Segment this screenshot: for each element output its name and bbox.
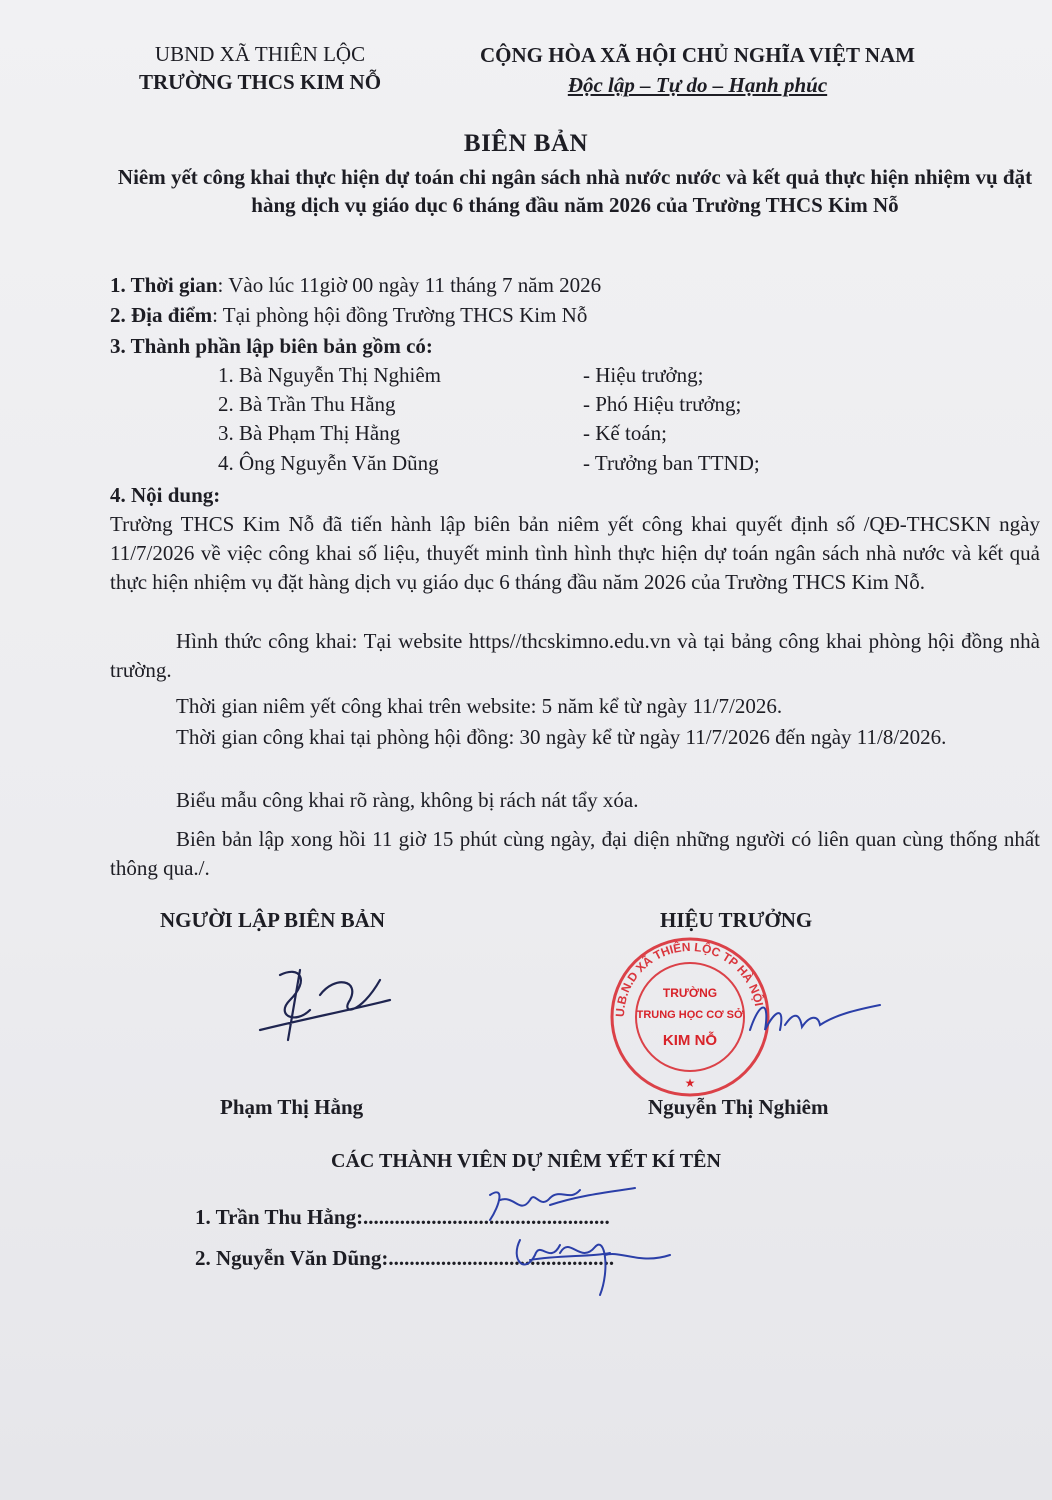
member-name: 2. Bà Trần Thu Hằng <box>218 392 396 416</box>
nation-motto: Độc lập – Tự do – Hạnh phúc <box>567 73 828 97</box>
member-name: 4. Ông Nguyễn Văn Dũng <box>218 451 439 475</box>
members-label <box>110 331 1040 361</box>
place-value: : Tại phòng hội đồng Trường THCS Kim Nỗ <box>212 303 588 327</box>
organization-header <box>110 40 410 96</box>
org-line-2: TRƯỜNG THCS KIM NỖ <box>138 70 382 94</box>
national-header <box>440 40 955 100</box>
org-line-1: UBND XÃ THIÊN LỘC <box>154 42 366 66</box>
stamp-ring-text: U.B.N.D XÃ THIÊN LỘC TP HÀ NỘI <box>612 939 767 1018</box>
content-label-text: 4. Nội dung: <box>110 483 221 507</box>
stamp-star-icon: ★ <box>684 1076 696 1090</box>
preparer-name: Phạm Thị Hằng <box>220 1095 364 1119</box>
member-role: - Hiệu trưởng; <box>583 363 704 387</box>
content-label <box>110 480 1040 510</box>
preparer-title: NGƯỜI LẬP BIÊN BẢN <box>160 908 386 932</box>
time-value: : Vào lúc 11giờ 00 ngày 11 tháng 7 năm 2026 <box>217 273 602 297</box>
stamp-line-3: KIM NỖ <box>662 1032 718 1049</box>
place-row <box>110 300 1040 330</box>
member-name: 1. Bà Nguyễn Thị Nghiêm <box>218 363 442 387</box>
document-subtitle: Niêm yết công khai thực hiện dự toán chi ngân sách nhà nước nước và kết quả thực hiện nhiệm vụ đặt hàng dịch vụ giáo dục 6 tháng đầu năm 2026 của Trường THCS Kim Nỗ <box>117 165 1033 217</box>
members-sign-heading: CÁC THÀNH VIÊN DỰ NIÊM YẾT KÍ TÊN <box>331 1150 721 1172</box>
principal-signature <box>740 985 890 1055</box>
content-paragraph-2: Hình thức công khai: Tại website https//thcskimno.edu.vn và tại bảng công khai phòng hội đồng nhà trường. <box>110 629 1040 682</box>
member-signature-1 <box>460 1180 640 1230</box>
member-role: - Phó Hiệu trưởng; <box>583 392 742 416</box>
preparer-signature <box>240 955 400 1055</box>
member-role: - Kế toán; <box>583 421 667 445</box>
content-paragraph-6: Biên bản lập xong hồi 11 giờ 15 phút cùng ngày, đại diện những người có liên quan cùng thống nhất thông qua./. <box>110 827 1040 880</box>
place-label: 2. Địa điểm <box>110 303 213 327</box>
content-paragraph-4: Thời gian công khai tại phòng hội đồng: 30 ngày kể từ ngày 11/7/2026 đến ngày 11/8/2026. <box>176 725 947 749</box>
stamp-line-2: TRUNG HỌC CƠ SỞ <box>636 1009 744 1021</box>
member-signature-2 <box>480 1225 680 1300</box>
nation-line-1: CỘNG HÒA XÃ HỘI CHỦ NGHĨA VIỆT NAM <box>479 43 916 67</box>
time-label: 1. Thời gian <box>110 273 218 297</box>
member-sign-line-2: 2. Nguyễn Văn Dũng:........................................... <box>195 1246 615 1270</box>
time-row <box>110 270 1040 300</box>
content-paragraph-3: Thời gian niêm yết công khai trên website: 5 năm kể từ ngày 11/7/2026. <box>176 694 783 718</box>
member-name: 3. Bà Phạm Thị Hằng <box>218 421 401 445</box>
content-paragraph-1: Trường THCS Kim Nỗ đã tiến hành lập biên bản niêm yết công khai quyết định số /QĐ-THCSKN ngày 11/7/2026 về việc công khai số liệu, thuyết minh tình hình thực hiện dự toán ngân sách nhà nước và kết quả thực hiện nhiệm vụ đặt hàng dịch vụ giáo dục 6 tháng đầu năm 2026 của Trường THCS Kim Nỗ. <box>110 512 1040 594</box>
principal-title: HIỆU TRƯỞNG <box>660 908 813 932</box>
content-paragraph-5: Biểu mẫu công khai rõ ràng, không bị rách nát tẩy xóa. <box>176 788 639 812</box>
members-label-text: 3. Thành phần lập biên bản gồm có: <box>110 334 433 358</box>
principal-name: Nguyễn Thị Nghiêm <box>648 1095 829 1119</box>
member-sign-line-1: 1. Trần Thu Hằng:............................................... <box>195 1205 610 1229</box>
stamp-line-1: TRƯỜNG <box>662 986 718 1000</box>
document-title: BIÊN BẢN <box>463 130 589 157</box>
member-role: - Trưởng ban TTND; <box>583 451 760 475</box>
